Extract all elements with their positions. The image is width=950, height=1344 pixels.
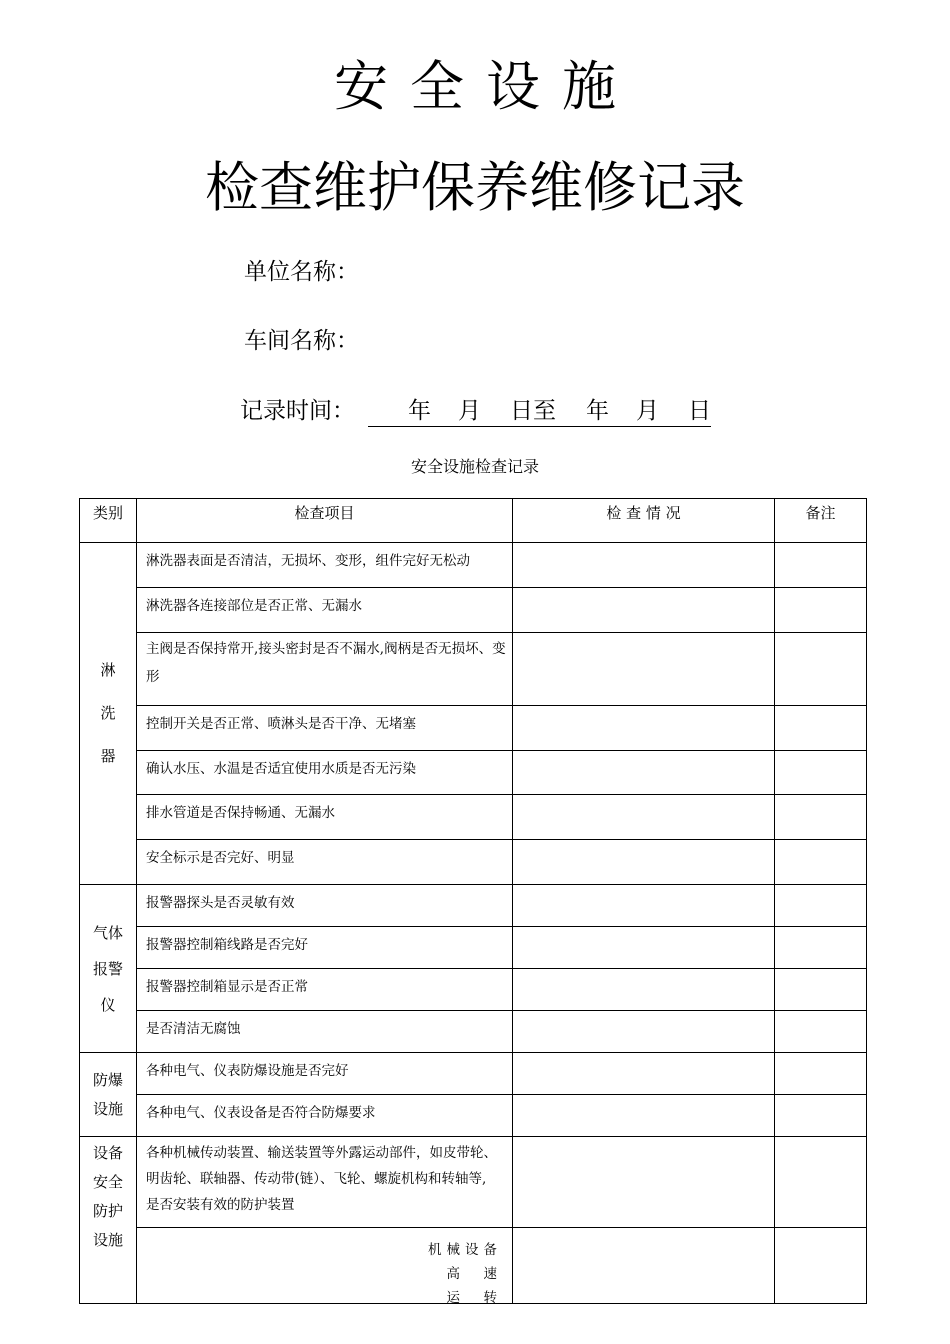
remark-cell[interactable] — [775, 1011, 867, 1053]
item-text: 淋洗器表面是否清洁，无损坏、变形，组件完好无松动 — [137, 543, 513, 588]
table-caption: 安全设施检查记录 — [410, 457, 539, 476]
category-char: 报警 — [92, 959, 123, 978]
remark-cell[interactable] — [775, 969, 867, 1011]
workshop-name-label: 车间名称： — [244, 328, 359, 354]
remark-cell[interactable] — [775, 543, 867, 588]
item-text: 淋洗器各连接部位是否正常、无漏水 — [137, 588, 513, 633]
status-cell[interactable] — [513, 588, 775, 633]
category-char: 气体 — [92, 923, 123, 942]
category-char: 器 — [100, 747, 116, 765]
category-gas-alarm — [80, 885, 137, 1053]
remark-cell[interactable] — [775, 840, 867, 885]
table-row — [80, 543, 867, 588]
item-text: 确认水压、水温是否适宜使用水质是否无污染 — [137, 751, 513, 795]
item-text: 报警器控制箱显示是否正常 — [137, 969, 513, 1011]
document-title-line2: 检查维护保养维修记录 — [205, 156, 745, 219]
remark-cell[interactable] — [775, 588, 867, 633]
table-row — [80, 840, 867, 885]
category-char: 淋 — [100, 661, 116, 679]
date-year-end: 年 — [586, 398, 609, 424]
record-time-date-line — [368, 396, 711, 427]
item-text: 排水管道是否保持畅通、无漏水 — [137, 795, 513, 840]
status-cell[interactable] — [513, 543, 775, 588]
status-cell[interactable] — [513, 885, 775, 927]
remark-cell[interactable] — [775, 1095, 867, 1137]
table-row — [80, 633, 867, 706]
category-char: 设施 — [92, 1099, 123, 1118]
table-row — [80, 795, 867, 840]
remark-cell[interactable] — [775, 885, 867, 927]
item-text-machine-speed — [137, 1228, 513, 1304]
item-text: 报警器探头是否灵敏有效 — [137, 885, 513, 927]
date-day-start: 日至 — [510, 398, 556, 424]
item-text: 各种电气、仪表设备是否符合防爆要求 — [137, 1095, 513, 1137]
item-text: 主阀是否保持常开,接头密封是否不漏水,阀柄是否无损坏、变形 — [137, 633, 513, 706]
remark-cell[interactable] — [775, 1137, 867, 1228]
status-cell[interactable] — [513, 1011, 775, 1053]
table-row — [80, 1011, 867, 1053]
table-row — [80, 588, 867, 633]
unit-name-label: 单位名称： — [244, 259, 359, 285]
status-cell[interactable] — [513, 1228, 775, 1304]
category-char: 设施 — [92, 1231, 123, 1249]
status-cell[interactable] — [513, 633, 775, 706]
date-month-end: 月 — [636, 398, 659, 424]
record-time-label: 记录时间： — [240, 398, 355, 424]
category-explosion-proof — [80, 1053, 137, 1137]
header-status: 检 查 情 况 — [513, 499, 775, 543]
table-row — [80, 885, 867, 927]
status-cell[interactable] — [513, 969, 775, 1011]
remark-cell[interactable] — [775, 795, 867, 840]
table-row — [80, 1228, 867, 1304]
category-char: 设备 — [92, 1144, 123, 1162]
remark-cell[interactable] — [775, 1228, 867, 1304]
category-char: 洗 — [100, 704, 116, 722]
category-char: 仪 — [100, 995, 116, 1014]
header-item: 检查项目 — [137, 499, 513, 543]
status-cell[interactable] — [513, 751, 775, 795]
document-title-line1: 安全设施 — [334, 55, 638, 118]
item-text: 安全标示是否完好、明显 — [137, 840, 513, 885]
status-cell[interactable] — [513, 1053, 775, 1095]
remark-cell[interactable] — [775, 633, 867, 706]
item-text: 各种电气、仪表防爆设施是否完好 — [137, 1053, 513, 1095]
category-char: 防护 — [92, 1202, 123, 1220]
item-text: 报警器控制箱线路是否完好 — [137, 927, 513, 969]
table-row — [80, 1095, 867, 1137]
date-year-start: 年 — [408, 398, 431, 424]
table-row — [80, 751, 867, 795]
category-equipment-guard — [80, 1137, 137, 1304]
status-cell[interactable] — [513, 1095, 775, 1137]
table-header-row — [80, 499, 867, 543]
status-cell[interactable] — [513, 1137, 775, 1228]
table-row — [80, 927, 867, 969]
table-row — [80, 706, 867, 751]
remark-cell[interactable] — [775, 1053, 867, 1095]
table-row — [80, 1053, 867, 1095]
table-row — [80, 1137, 867, 1228]
category-char: 防爆 — [92, 1070, 123, 1089]
machine-line: 运 转 — [446, 1290, 502, 1306]
table-row — [80, 969, 867, 1011]
header-remark: 备注 — [775, 499, 867, 543]
status-cell[interactable] — [513, 840, 775, 885]
machine-line: 机械设备 — [428, 1242, 502, 1258]
status-cell[interactable] — [513, 927, 775, 969]
category-char: 安全 — [92, 1173, 123, 1191]
inspection-table — [79, 498, 867, 1304]
status-cell[interactable] — [513, 795, 775, 840]
header-category: 类别 — [80, 499, 137, 543]
item-text: 各种机械传动装置、输送装置等外露运动部件，如皮带轮、明齿轮、联轴器、传动带(链）、飞轮、螺旋机构和转轴等, 是否安装有效的防护装置 — [137, 1137, 513, 1228]
remark-cell[interactable] — [775, 927, 867, 969]
item-text: 控制开关是否正常、喷淋头是否干净、无堵塞 — [137, 706, 513, 751]
category-shower — [80, 543, 137, 885]
status-cell[interactable] — [513, 706, 775, 751]
remark-cell[interactable] — [775, 751, 867, 795]
item-text: 是否清洁无腐蚀 — [137, 1011, 513, 1053]
date-month-start: 月 — [458, 398, 481, 424]
machine-line: 高 速 — [446, 1266, 502, 1282]
date-day-end: 日 — [688, 398, 711, 424]
remark-cell[interactable] — [775, 706, 867, 751]
